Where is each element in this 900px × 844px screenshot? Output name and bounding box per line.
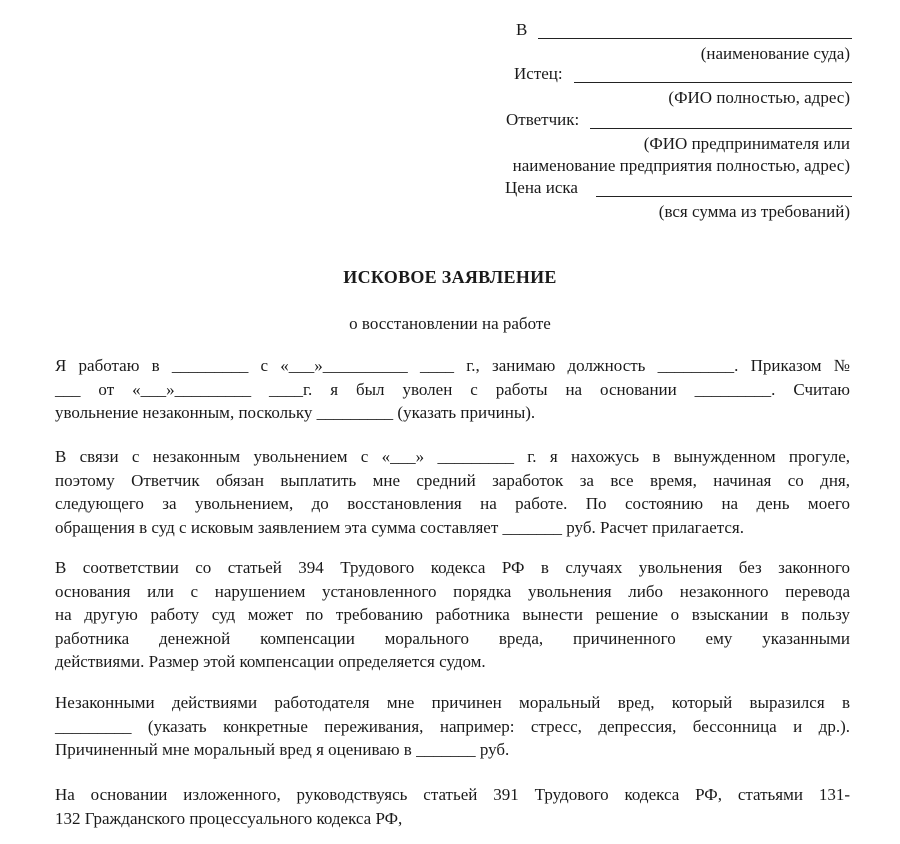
paragraph-line: Я работаю в _________ с «___»__________ ____ г., занимаю должность _________. Приказом № — [55, 356, 850, 375]
paragraph-forced-absence — [55, 445, 850, 539]
plaintiff-caption: (ФИО полностью, адрес) — [668, 88, 850, 107]
price-caption: (вся сумма из требований) — [658, 202, 850, 221]
document-title: ИСКОВОЕ ЗАЯВЛЕНИЕ — [343, 267, 557, 287]
paragraph-article-394 — [55, 556, 850, 674]
document-subtitle: о восстановлении на работе — [349, 314, 551, 333]
paragraph-line: ___ от «___»_________ ____г. я был уволен с работы на основании _________. Считаю — [55, 379, 850, 399]
plaintiff-line — [574, 82, 852, 83]
paragraph-line: обращения в суд с исковым заявлением эта сумма составляет _______ руб. Расчет прилагается. — [55, 517, 744, 537]
paragraph-line: В соответствии со статьей 394 Трудового кодекса РФ в случаях увольнения без законного — [55, 558, 850, 577]
paragraph-line: следующего за увольнением, до восстановления на работе. По состоянию на день моего — [55, 494, 850, 513]
defendant-caption-2: наименование предприятия полностью, адрес) — [512, 156, 850, 175]
paragraph-line: Причиненный мне моральный вред я оцениваю в _______ руб. — [55, 740, 510, 759]
paragraph-line: работника денежной компенсации морального вреда, причиненного ему указанными — [55, 628, 850, 648]
paragraph-moral-damage — [55, 691, 850, 762]
defendant-label: Ответчик: — [506, 110, 580, 129]
defendant-caption-1: (ФИО предпринимателя или — [643, 134, 850, 153]
court-caption: (наименование суда) — [700, 44, 850, 63]
defendant-line — [590, 128, 852, 129]
court-line — [538, 38, 852, 39]
paragraph-line: действиями. Размер этой компенсации определяется судом. — [55, 652, 486, 671]
paragraph-line: на другую работу суд может по требованию работника вынести решение о взыскании в пользу — [55, 605, 850, 624]
paragraph-legal-basis — [55, 783, 850, 830]
paragraph-line: На основании изложенного, руководствуясь статьей 391 Трудового кодекса РФ, статьями 131- — [55, 785, 850, 804]
paragraph-line: 132 Гражданского процессуального кодекса РФ, — [55, 808, 403, 828]
paragraph-line: Незаконными действиями работодателя мне причинен моральный вред, который выразился в — [55, 693, 850, 712]
price-label: Цена иска — [505, 178, 578, 197]
paragraph-line: _________ (указать конкретные переживания, например: стресс, депрессия, бессонница и др.). — [55, 716, 850, 736]
paragraph-line: поэтому Ответчик обязан выплатить мне средний заработок за все время, начиная со дня, — [55, 470, 850, 490]
paragraph-line: основания или с нарушением установленного порядка увольнения либо незаконного перевода — [55, 581, 850, 601]
paragraph-employment — [55, 354, 850, 425]
price-line — [596, 196, 852, 197]
paragraph-line: увольнение незаконным, поскольку _________ (указать причины). — [55, 403, 536, 422]
paragraph-line: В связи с незаконным увольнением с «___» _________ г. я нахожусь в вынужденном прогуле, — [55, 447, 850, 466]
plaintiff-label: Истец: — [514, 64, 563, 83]
court-label: В — [516, 20, 528, 39]
